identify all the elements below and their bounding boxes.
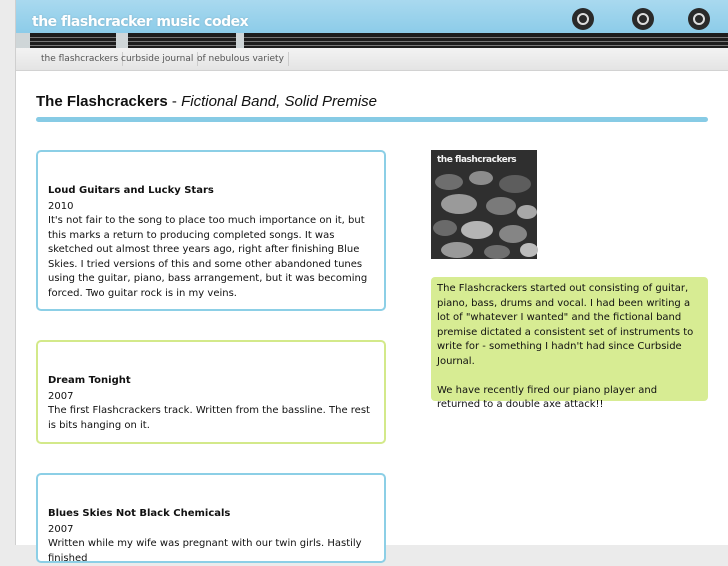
tuning-peg-icon bbox=[684, 4, 714, 34]
song-description: Written while my wife was pregnant with our twin girls. Hastily finished bbox=[48, 538, 362, 564]
guitar-fret bbox=[16, 33, 30, 48]
about-band-box bbox=[431, 277, 708, 410]
song-year: 2010 bbox=[48, 201, 74, 212]
tuning-peg-icon bbox=[628, 4, 658, 34]
title-separator: - bbox=[167, 93, 182, 110]
album-cover-image bbox=[431, 150, 537, 259]
heading-divider bbox=[36, 117, 708, 122]
nav-item-the-flashcrackers[interactable]: the flashcrackers bbox=[37, 52, 123, 66]
page-container bbox=[15, 0, 728, 564]
guitar-fret bbox=[236, 33, 244, 48]
site-title[interactable]: the flashcracker music codex bbox=[32, 14, 249, 30]
guitar-fret bbox=[116, 33, 128, 48]
song-description: The first Flashcrackers track. Written from the bassline. The rest is bits hanging on it. bbox=[48, 405, 370, 431]
song-year: 2007 bbox=[48, 391, 74, 402]
site-banner bbox=[16, 0, 728, 48]
song-description: It's not fair to the song to place too much importance on it, but this marks a return to producing completed songs. It was sketched out almost three years ago, right after finishing Blue Skies. I tried versions of this and some other abandoned tunes using the guitar, piano, bass arrangement, but it was becoming forced. Two guitar rock is in my veins. bbox=[48, 215, 368, 299]
song-title: Loud Guitars and Lucky Stars bbox=[48, 185, 214, 196]
nav-item-curbside-journal[interactable]: curbside journal bbox=[117, 52, 198, 66]
about-paragraph: The Flashcrackers started out consisting of guitar, piano, bass, drums and vocal. I had been writing a lot of "whatever I wanted" and the fictional band premise dictated a consistent set of instruments to write for - something I hadn't had since Curbside Journal. bbox=[437, 283, 694, 367]
page-title bbox=[36, 93, 377, 110]
tuning-peg-icon bbox=[568, 4, 598, 34]
rocks-photo bbox=[431, 150, 537, 259]
about-paragraph: We have recently fired our piano player and returned to a double axe attack!! bbox=[437, 384, 658, 410]
nav-item-of-nebulous-variety[interactable]: of nebulous variety bbox=[193, 52, 289, 66]
song-card bbox=[36, 473, 386, 563]
song-card bbox=[36, 340, 386, 444]
band-subtitle: Fictional Band, Solid Premise bbox=[181, 93, 378, 110]
song-title: Dream Tonight bbox=[48, 375, 131, 386]
song-card bbox=[36, 150, 386, 311]
band-name: The Flashcrackers bbox=[36, 93, 168, 110]
song-title: Blues Skies Not Black Chemicals bbox=[48, 508, 231, 519]
song-year: 2007 bbox=[48, 524, 74, 535]
main-nav bbox=[16, 48, 728, 71]
album-cover-title: the flashcrackers bbox=[437, 155, 517, 165]
